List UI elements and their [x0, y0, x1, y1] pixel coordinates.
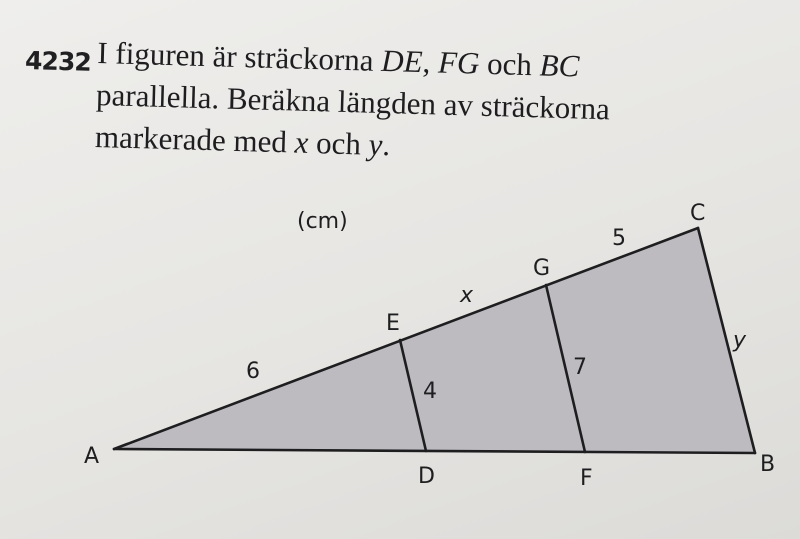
length-label-bc: y — [733, 328, 747, 353]
vertex-label-g: G — [533, 256, 551, 281]
triangle-fill — [114, 228, 755, 453]
problem-number: 4232 — [24, 45, 92, 77]
length-label-gc: 5 — [612, 226, 626, 251]
vertex-label-a: A — [84, 444, 100, 469]
unit-label: (cm) — [297, 209, 348, 234]
vertex-label-b: B — [760, 452, 776, 477]
vertex-label-d: D — [418, 464, 435, 489]
vertex-label-e: E — [386, 311, 400, 336]
problem-line-3: markerade med x och y. — [94, 118, 391, 163]
length-label-de: 4 — [423, 379, 437, 404]
vertex-label-c: C — [690, 201, 706, 226]
length-label-fg: 7 — [573, 355, 587, 380]
length-label-eg: x — [460, 283, 474, 308]
length-label-ae: 6 — [246, 359, 260, 384]
problem-line-1: I figuren är sträckorna DE, FG och BC — [96, 35, 580, 84]
problem-line-2: parallella. Beräkna längden av sträckorna — [95, 76, 611, 127]
vertex-label-f: F — [580, 466, 593, 491]
